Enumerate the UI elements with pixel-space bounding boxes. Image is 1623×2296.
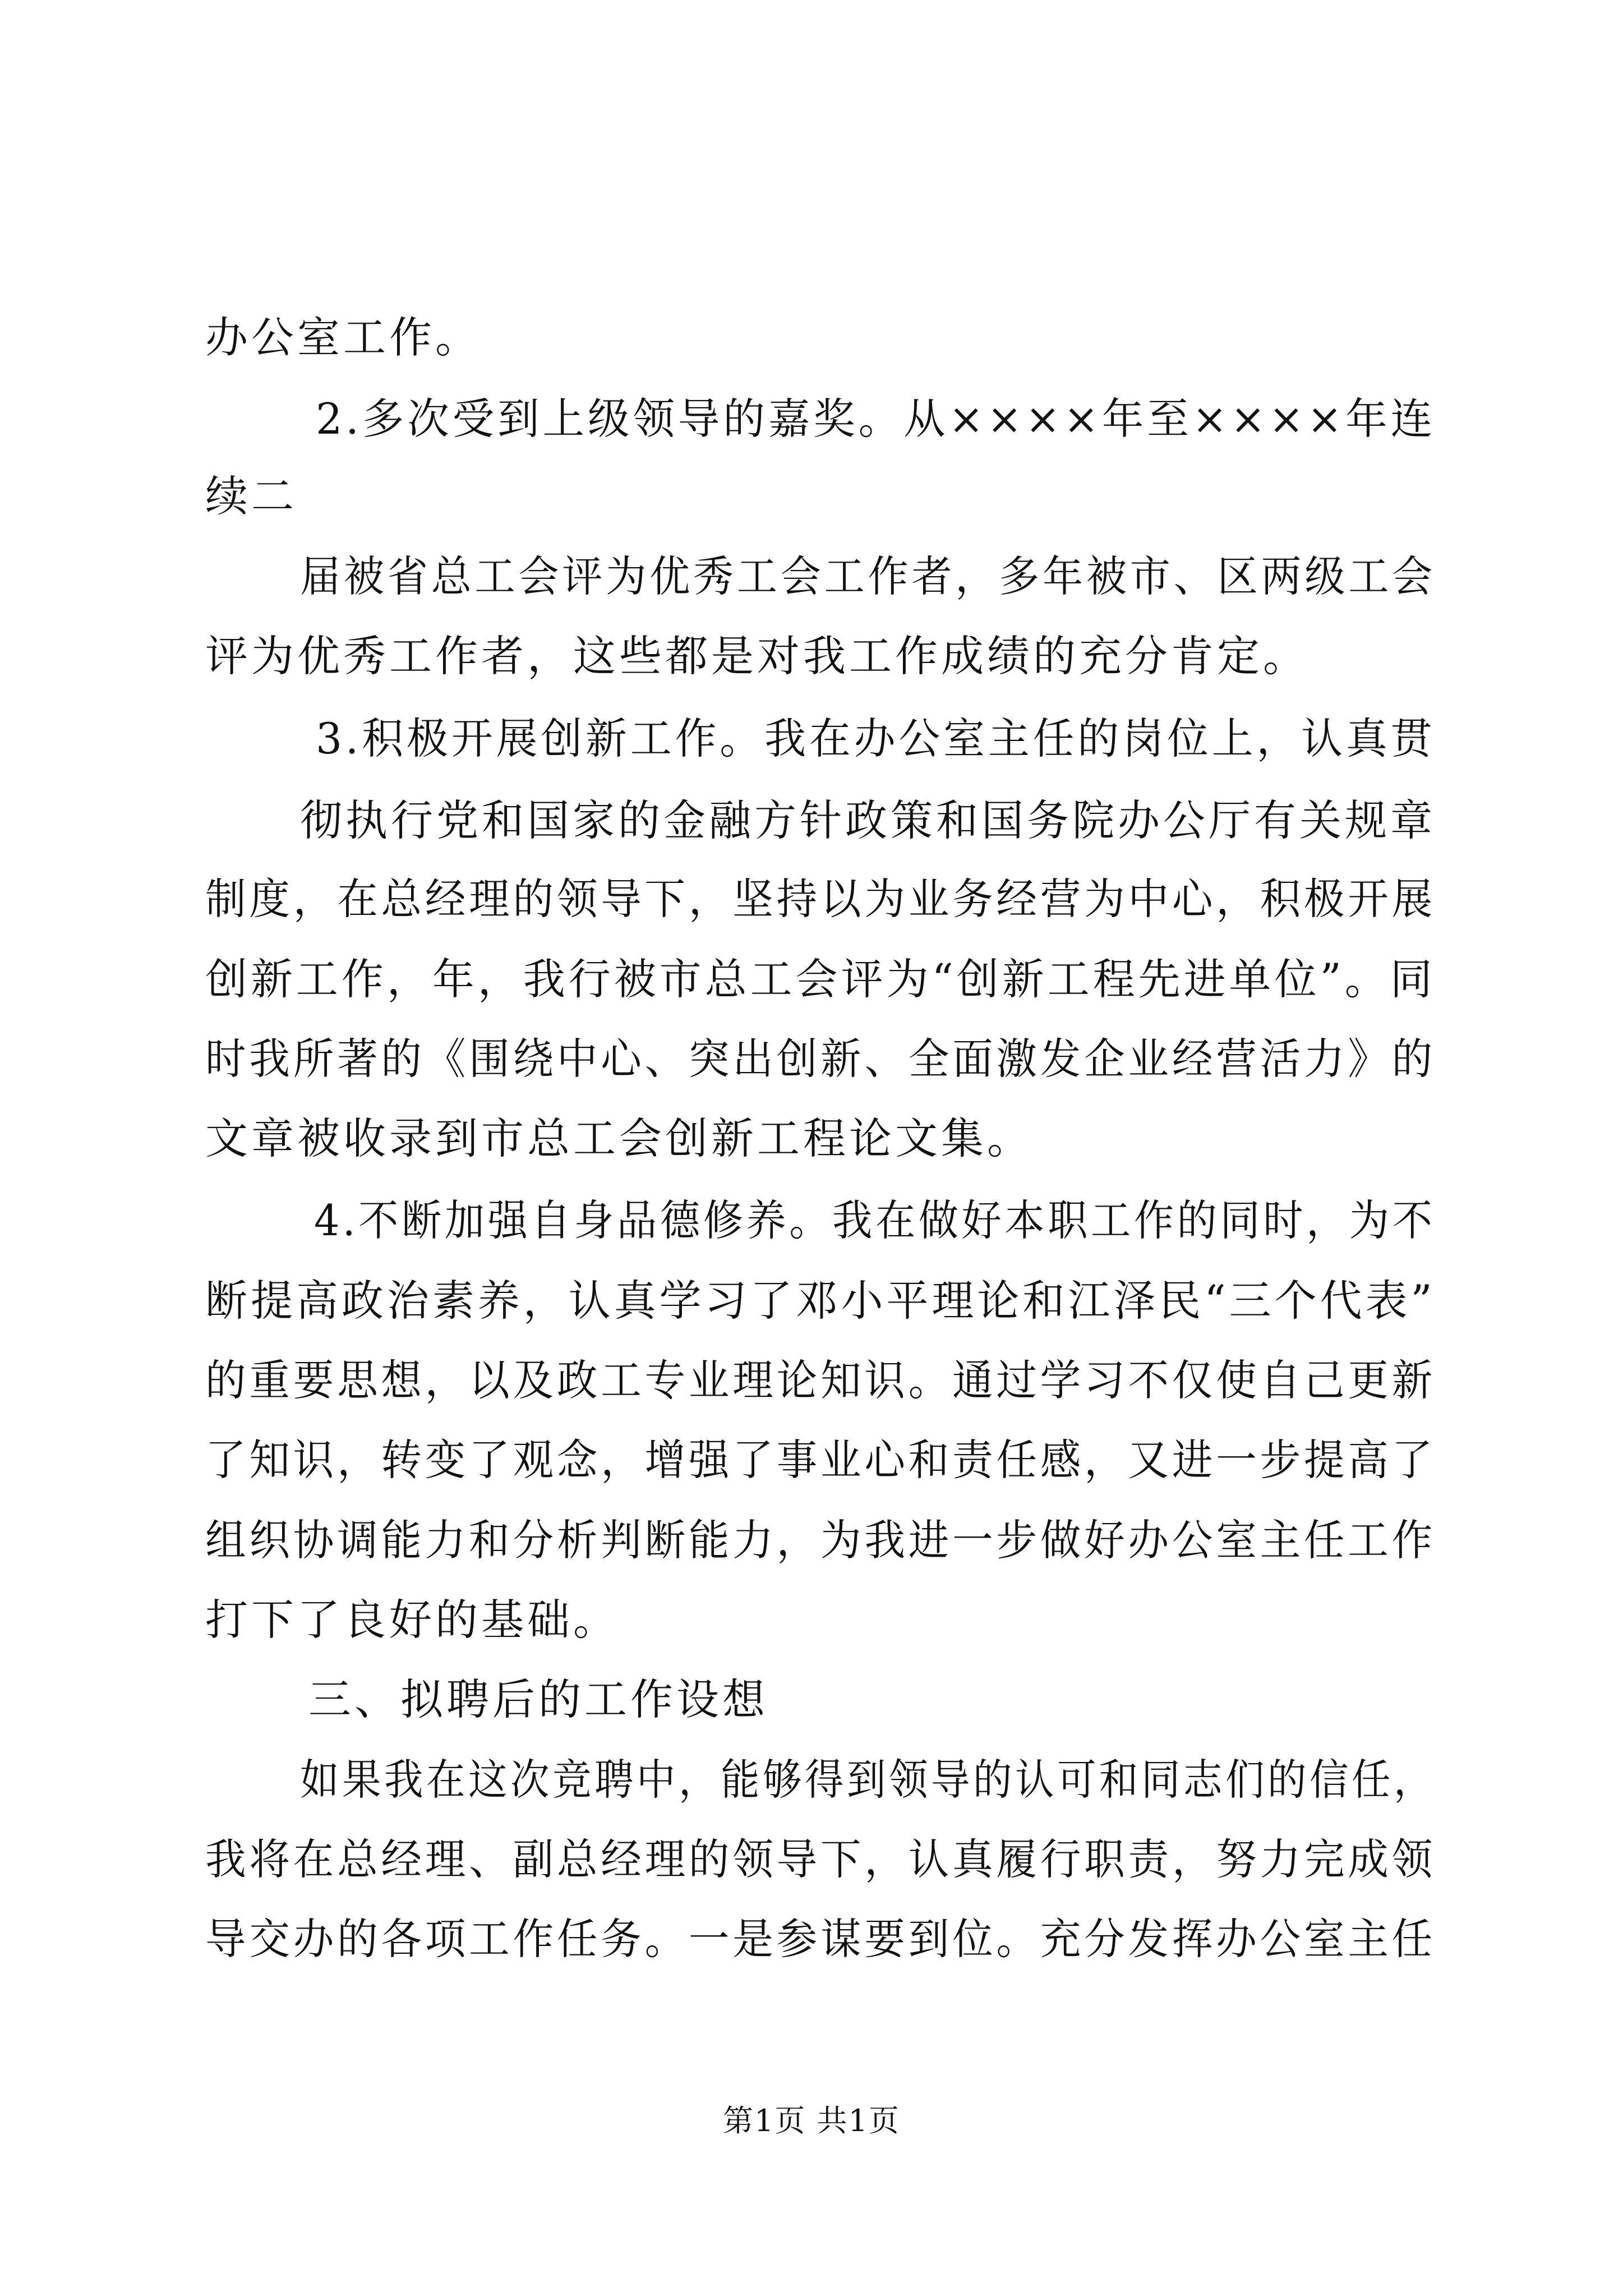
- body-line: 3.积极开展创新工作。我在办公室主任的岗位上，认真贯: [316, 714, 1436, 763]
- body-line: 导交办的各项工作任务。一是参谋要到位。充分发挥办公室主任: [205, 1914, 1436, 1964]
- page-footer: 第1页 共1页: [723, 2103, 900, 2138]
- body-line: 2.多次受到上级领导的嘉奖。从××××年至××××年连: [316, 394, 1436, 444]
- section-heading: 三、拟聘后的工作设想: [308, 1674, 768, 1724]
- body-line: 打下了良好的基础。: [205, 1595, 619, 1645]
- body-line: 了知识，转变了观念，增强了事业心和责任感，又进一步提高了: [205, 1435, 1436, 1485]
- body-line: 彻执行党和国家的金融方针政策和国务院办公厅有关规章: [300, 795, 1436, 845]
- body-line: 如果我在这次竞聘中，能够得到领导的认可和同志们的信任，: [300, 1755, 1436, 1805]
- body-line: 文章被收录到市总工会创新工程论文集。: [205, 1114, 1033, 1163]
- body-line: 续二: [205, 471, 297, 521]
- body-line: 评为优秀工作者，这些都是对我工作成绩的充分肯定。: [205, 631, 1309, 681]
- body-line: 4.不断加强自身品德修养。我在做好本职工作的同时，为不: [314, 1195, 1436, 1245]
- body-line: 届被省总工会评为优秀工会工作者，多年被市、区两级工会: [300, 551, 1436, 601]
- body-line: 断提高政治素养，认真学习了邓小平理论和江泽民“三个代表”: [205, 1276, 1436, 1326]
- body-line: 的重要思想，以及政工专业理论知识。通过学习不仅使自己更新: [205, 1355, 1436, 1405]
- body-line: 办公室工作。: [205, 312, 481, 362]
- body-line: 我将在总经理、副总经理的领导下，认真履行职责，努力完成领: [205, 1834, 1436, 1884]
- body-line: 组织协调能力和分析判断能力，为我进一步做好办公室主任工作: [205, 1515, 1436, 1565]
- body-line: 时我所著的《围绕中心、突出创新、全面激发企业经营活力》的: [205, 1034, 1436, 1084]
- body-line: 制度，在总经理的领导下，坚持以为业务经营为中心，积极开展: [205, 874, 1436, 924]
- body-line: 创新工作，年，我行被市总工会评为“创新工程先进单位”。同: [205, 954, 1436, 1004]
